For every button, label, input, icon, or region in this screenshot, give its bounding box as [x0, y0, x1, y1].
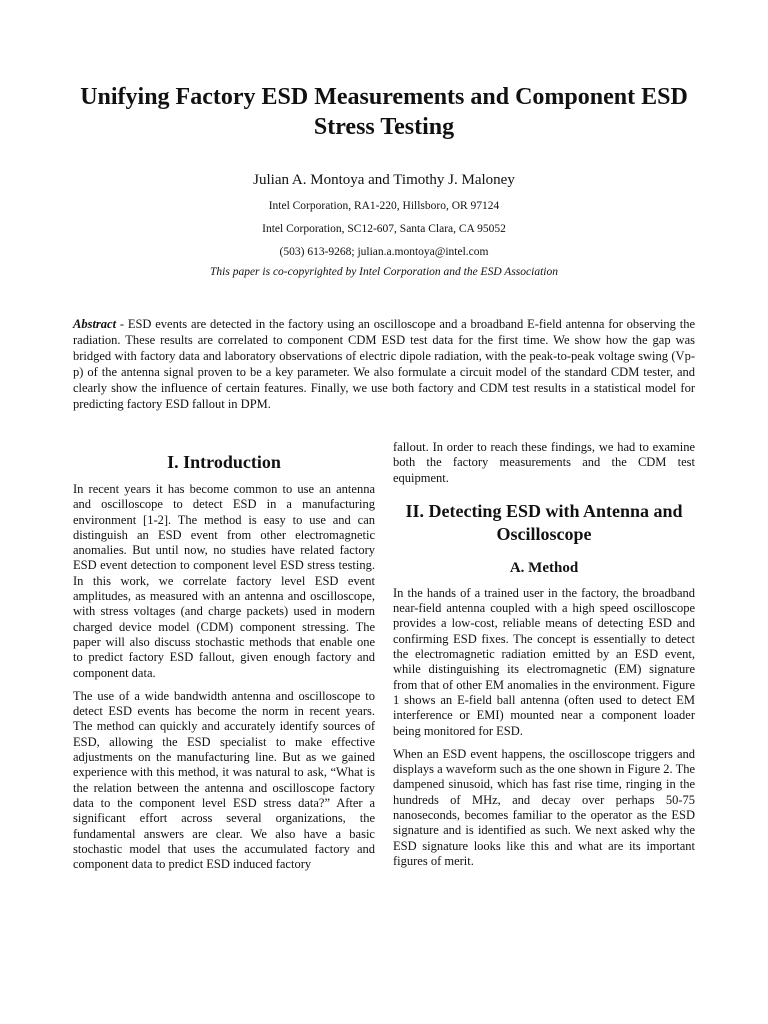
affiliation-2: Intel Corporation, SC12-607, Santa Clara, CA 95052 — [262, 223, 506, 235]
method-paragraph-2: When an ESD event happens, the oscilloscope triggers and displays a waveform such as the one shown in Figure 2. The dampened sinusoid, which has fast rise time, ringing in the hundreds of MHz, and decay over perhaps 50-75 nanoseconds, becomes familiar to the operator as the ESD signature and is identified as such. We next asked why the ESD signature looks like this and what are its important figures of merit. — [393, 746, 695, 868]
right-column — [393, 440, 695, 877]
abstract — [73, 316, 695, 412]
method-heading: A. Method — [509, 559, 579, 576]
paper-title: Unifying Factory ESD Measurements and Component ESD Stress Testing — [80, 84, 688, 140]
affiliation-1: Intel Corporation, RA1-220, Hillsboro, OR 97124 — [268, 200, 500, 212]
intro-paragraph-2-continued: fallout. In order to reach these findings, we had to examine both the factory measurements and the CDM test equipment. — [393, 440, 695, 485]
abstract-text: - ESD events are detected in the factory using an oscilloscope and a broadband E-field antenna for observing the radiation. These results are correlated to component CDM ESD test data for the first time. We show how the gap was bridged with factory data and laboratory observations of electric dipole radiation, with the peak-to-peak voltage swing (Vp-p) of the antenna signal proven to be a key parameter. We also formulate a circuit model of the standard CDM tester, and clearly show the influence of certain features. Finally, we use both factory and CDM test results in a statistical model for predicting factory ESD fallout in DPM. — [73, 317, 695, 411]
abstract-label: Abstract — [73, 317, 117, 331]
left-column — [73, 440, 375, 880]
method-paragraph-1: In the hands of a trained user in the factory, the broadband near-field antenna coupled with a high speed oscilloscope provides a low-cost, reliable means of detecting ESD and confirming ESD fixes. The concept is essentially to detect the electromagnetic radiation emitted by an ESD event, while distinguishing its electromagnetic (EM) signature from that of other EM anomalies in the environment. Figure 1 shows an E-field ball antenna (often used to detect EM interference or EMI) mounted near a component loader being monitored for ESD. — [393, 585, 695, 738]
introduction-heading: I. Introduction — [167, 452, 281, 472]
contact-info: (503) 613-9268; julian.a.montoya@intel.com — [279, 246, 489, 258]
intro-paragraph-1: In recent years it has become common to use an antenna and oscilloscope to detect ESD in a manufacturing environment [1-2]. The method is easy to use and can distinguish an ESD event from other electromagnetic anomalies. But until now, no studies have related factory ESD event detection to component level ESD stress testing. In this work, we correlate factory level ESD event amplitudes, as measured with an antenna and oscilloscope, with stress voltages (and charge packets) used in modern charged device model (CDM) component stressing. The paper will also discuss stochastic methods that enable one to predict factory ESD fallout, given enough factory and component data. — [73, 482, 375, 680]
intro-paragraph-2: The use of a wide bandwidth antenna and oscilloscope to detect ESD events has become the norm in recent years. The method can quickly and accurately identify sources of ESD, allowing the ESD specialist to make effective adjustments on the manufacturing line. But as we gained experience with this method, it was natural to ask, “What is the relation between the antenna and oscilloscope factory data to the component level ESD stress data?” After a significant effort across several organizations, the fundamental answers are clear. We also have a basic stochastic model that uses the accumulated factory and component data to predict ESD induced factory — [73, 688, 375, 872]
section-2-heading: II. Detecting ESD with Antenna and Oscilloscope — [405, 500, 683, 544]
paper-authors: Julian A. Montoya and Timothy J. Maloney — [253, 172, 515, 188]
copyright-note: This paper is co-copyrighted by Intel Corporation and the ESD Association — [210, 266, 558, 278]
